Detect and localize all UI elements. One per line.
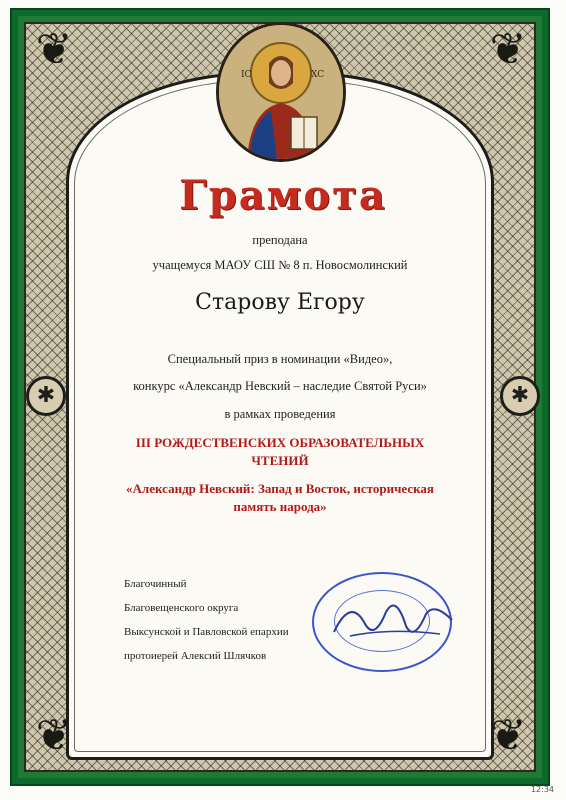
page-number: 12:34	[530, 785, 554, 794]
theme-line2: память народа»	[233, 499, 327, 514]
theme-line1: «Александр Невский: Запад и Восток, историческая	[126, 481, 434, 496]
christ-icon	[219, 25, 343, 159]
signature-name: протоиерей Алексий Шлячков	[124, 650, 267, 662]
award-line: Специальный приз в номинации «Видео»,	[167, 352, 393, 366]
corner-ornament-icon: ❦	[489, 24, 527, 75]
handwritten-signature	[330, 592, 460, 652]
icon-letters-right: XC	[311, 70, 325, 80]
corner-ornament-icon: ❦	[35, 24, 73, 75]
signature-diocese: Выксунской и Павловской епархии	[124, 626, 289, 638]
rosette-left-icon	[26, 376, 66, 416]
christ-icon-medallion	[216, 22, 346, 162]
within-line: в рамках проведения	[224, 407, 336, 421]
signature-title: Благочинный	[124, 578, 187, 590]
signature-district: Благовещенского округа	[124, 602, 239, 614]
event-title-line2: ЧТЕНИЙ	[251, 453, 309, 468]
recipient-line: учащемуся МАОУ СШ № 8 п. Новосмолинский	[152, 258, 408, 272]
icon-letters-left: IC	[241, 70, 252, 80]
presented-label: преподана	[252, 233, 308, 247]
event-title-line1: III РОЖДЕСТВЕНСКИХ ОБРАЗОВАТЕЛЬНЫХ	[135, 435, 425, 450]
contest-line: конкурс «Александр Невский – наследие Святой Руси»	[133, 379, 427, 393]
corner-ornament-icon: ❦	[35, 710, 73, 761]
recipient-name: Старову Егору	[195, 290, 365, 315]
corner-ornament-icon: ❦	[489, 710, 527, 761]
certificate-title: Грамота	[179, 172, 387, 219]
rosette-right-icon	[500, 376, 540, 416]
